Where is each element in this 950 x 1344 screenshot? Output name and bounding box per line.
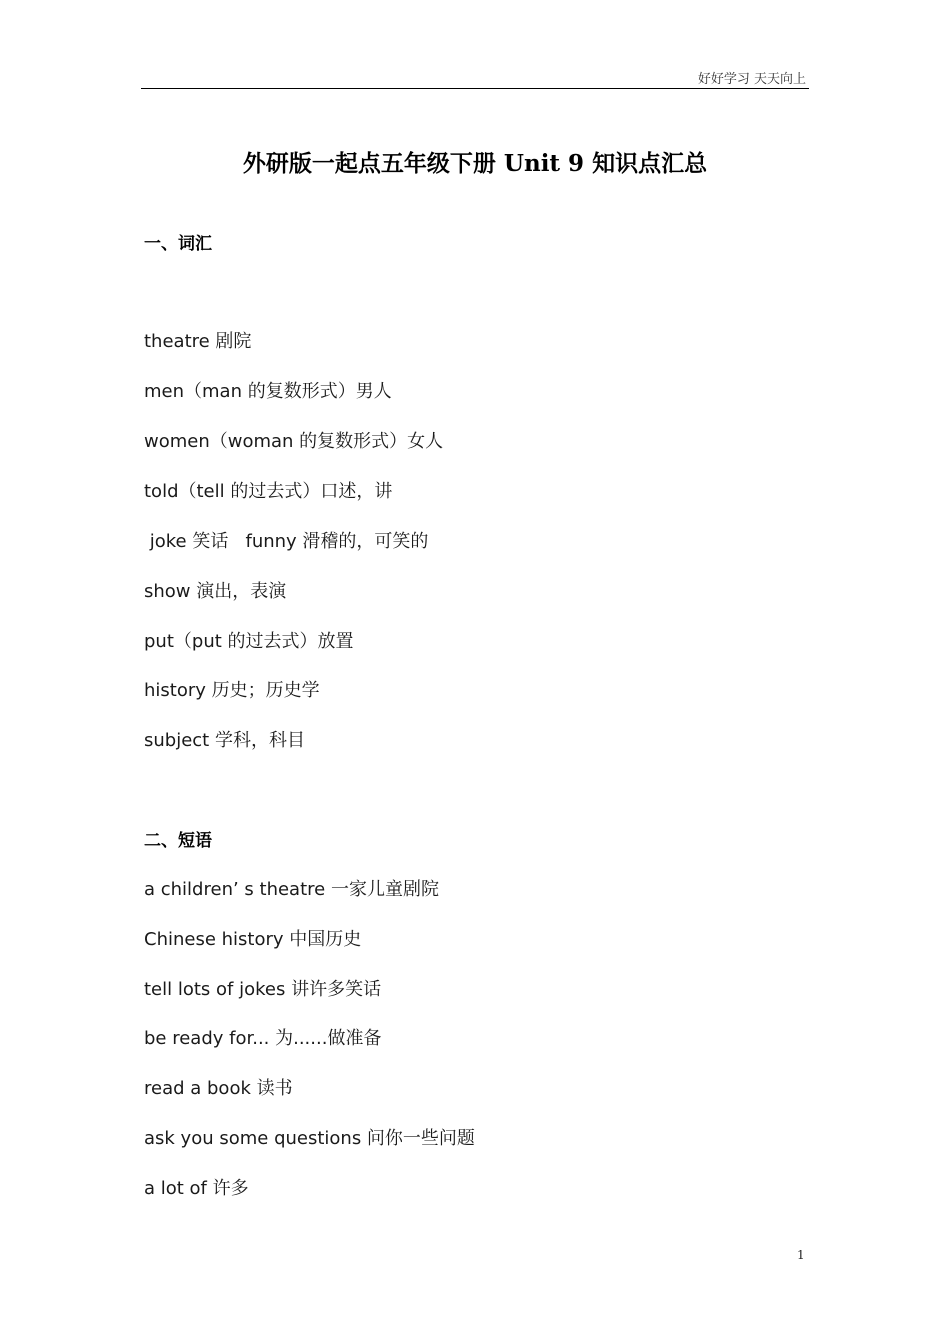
vocabulary-item: joke 笑话 funny 滑稽的，可笑的	[144, 531, 429, 552]
document-title: 外研版一起点五年级下册 Unit 9 知识点汇总	[242, 150, 708, 177]
vocabulary-item: theatre 剧院	[144, 331, 252, 352]
header-divider	[141, 88, 809, 89]
phrase-item: Chinese history 中国历史	[144, 929, 362, 950]
vocabulary-item: history 历史；历史学	[144, 680, 320, 701]
vocabulary-item: told（tell 的过去式）口述，讲	[144, 481, 393, 502]
phrase-item: a children’ s theatre 一家儿童剧院	[144, 879, 439, 900]
vocabulary-item: subject 学科，科目	[144, 730, 305, 751]
phrase-item: ask you some questions 问你一些问题	[144, 1128, 475, 1149]
vocabulary-item: women（woman 的复数形式）女人	[144, 431, 444, 452]
phrase-item: read a book 读书	[144, 1078, 293, 1099]
vocabulary-item: put（put 的过去式）放置	[144, 631, 354, 652]
section-heading-phrases: 二、短语	[144, 831, 212, 851]
page-number: 1	[797, 1248, 805, 1262]
vocabulary-item: men（man 的复数形式）男人	[144, 381, 392, 402]
phrase-item: a lot of 许多	[144, 1178, 249, 1199]
page-header-text: 好好学习 天天向上	[697, 72, 806, 87]
phrase-item: tell lots of jokes 讲许多笑话	[144, 979, 382, 1000]
section-heading-vocabulary: 一、词汇	[144, 234, 212, 254]
phrase-item: be ready for... 为......做准备	[144, 1028, 382, 1049]
vocabulary-item: show 演出，表演	[144, 581, 287, 602]
